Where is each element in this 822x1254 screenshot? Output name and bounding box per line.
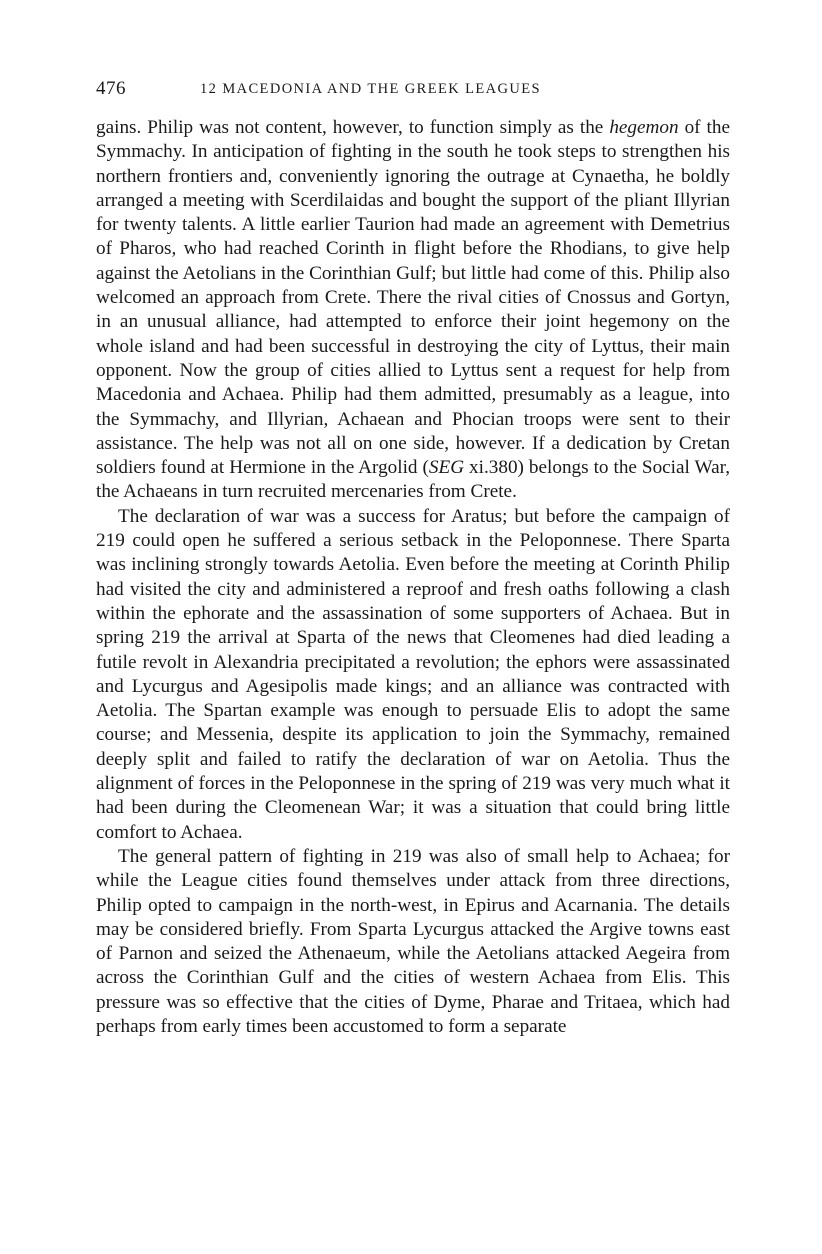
page-number: 476: [96, 78, 126, 99]
paragraph-1: [96, 116, 730, 505]
paragraph-1-text-a: gains. Philip was not content, however, to function simply as the: [96, 117, 610, 138]
paragraph-2: The declaration of war was a success for Aratus; but before the campaign of 219 could open he suffered a serious setback in the Peloponnese. There Sparta was inclining strongly towards Aetolia. Even before the meeting at Corinth Philip had visited the city and administered a reproof and fresh oaths following a clash within the ephorate and the assassination of some supporters of Achaea. But in spring 219 the arrival at Sparta of the news that Cleomenes had died leading a futile revolt in Alexandria precipitated a revolution; the ephors were assassinated and Lycurgus and Agesipolis made kings; and an alliance was contracted with Aetolia. The Spartan example was enough to persuade Elis to adopt the same course; and Messenia, despite its application to join the Symmachy, remained deeply split and failed to ratify the declaration of war on Aetolia. Thus the alignment of forces in the Peloponnese in the spring of 219 was very much what it had been during the Cleomenean War; it was a situation that could bring little comfort to Achaea.: [96, 505, 730, 843]
paragraph-1-text-c: xi.380) belongs to the Social War, the Achaeans in turn recruited mercenaries from Crete.: [96, 457, 731, 503]
paragraph-3: The general pattern of fighting in 219 was also of small help to Achaea; for while the League cities found themselves under attack from three directions, Philip opted to campaign in the north-west, in Epirus and Acarnania. The details may be considered briefly. From Sparta Lycurgus attacked the Argive towns east of Parnon and seized the Athenaeum, while the Aetolians attacked Aegeira from across the Corinthian Gulf and the cities of western Achaea from Elis. This pressure was so effective that the cities of Dyme, Pharae and Tritaea, which had perhaps from early times been accustomed to form a separate: [96, 845, 730, 1037]
chapter-title: 12 MACEDONIA AND THE GREEK LEAGUES: [200, 81, 541, 97]
running-head: [96, 74, 730, 104]
book-page: [96, 74, 730, 1039]
body-text: [96, 116, 730, 1039]
italic-term-hegemon: hegemon: [609, 117, 679, 138]
paragraph-1-text-b: of the Symmachy. In anticipation of fighting in the south he took steps to strengthen his northern frontiers and, conveniently ignoring the outrage at Cynaetha, he boldly arranged a meeting with Scerdilaidas and bought the support of the pliant Illyrian for twenty talents. A little earlier Taurion had made an agreement with Demetrius of Pharos, who had reached Corinth in flight before the Rhodians, to give help against the Aetolians in the Corinthian Gulf; but little had come of this. Philip also welcomed an approach from Crete. There the rival cities of Cnossus and Gortyn, in an unusual alliance, had attempted to enforce their joint hegemony on the whole island and had been successful in destroying the city of Lyttus, their main opponent. Now the group of cities allied to Lyttus sent a request for help from Macedonia and Achaea. Philip had them admitted, presumably as a league, into the Symmachy, and Illyrian, Achaean and Phocian troops were sent to their assistance. The help was not all on one side, however. If a dedication by Cretan soldiers found at Hermione in the Argolid (: [96, 117, 730, 479]
italic-ref-seg: SEG: [428, 457, 465, 479]
